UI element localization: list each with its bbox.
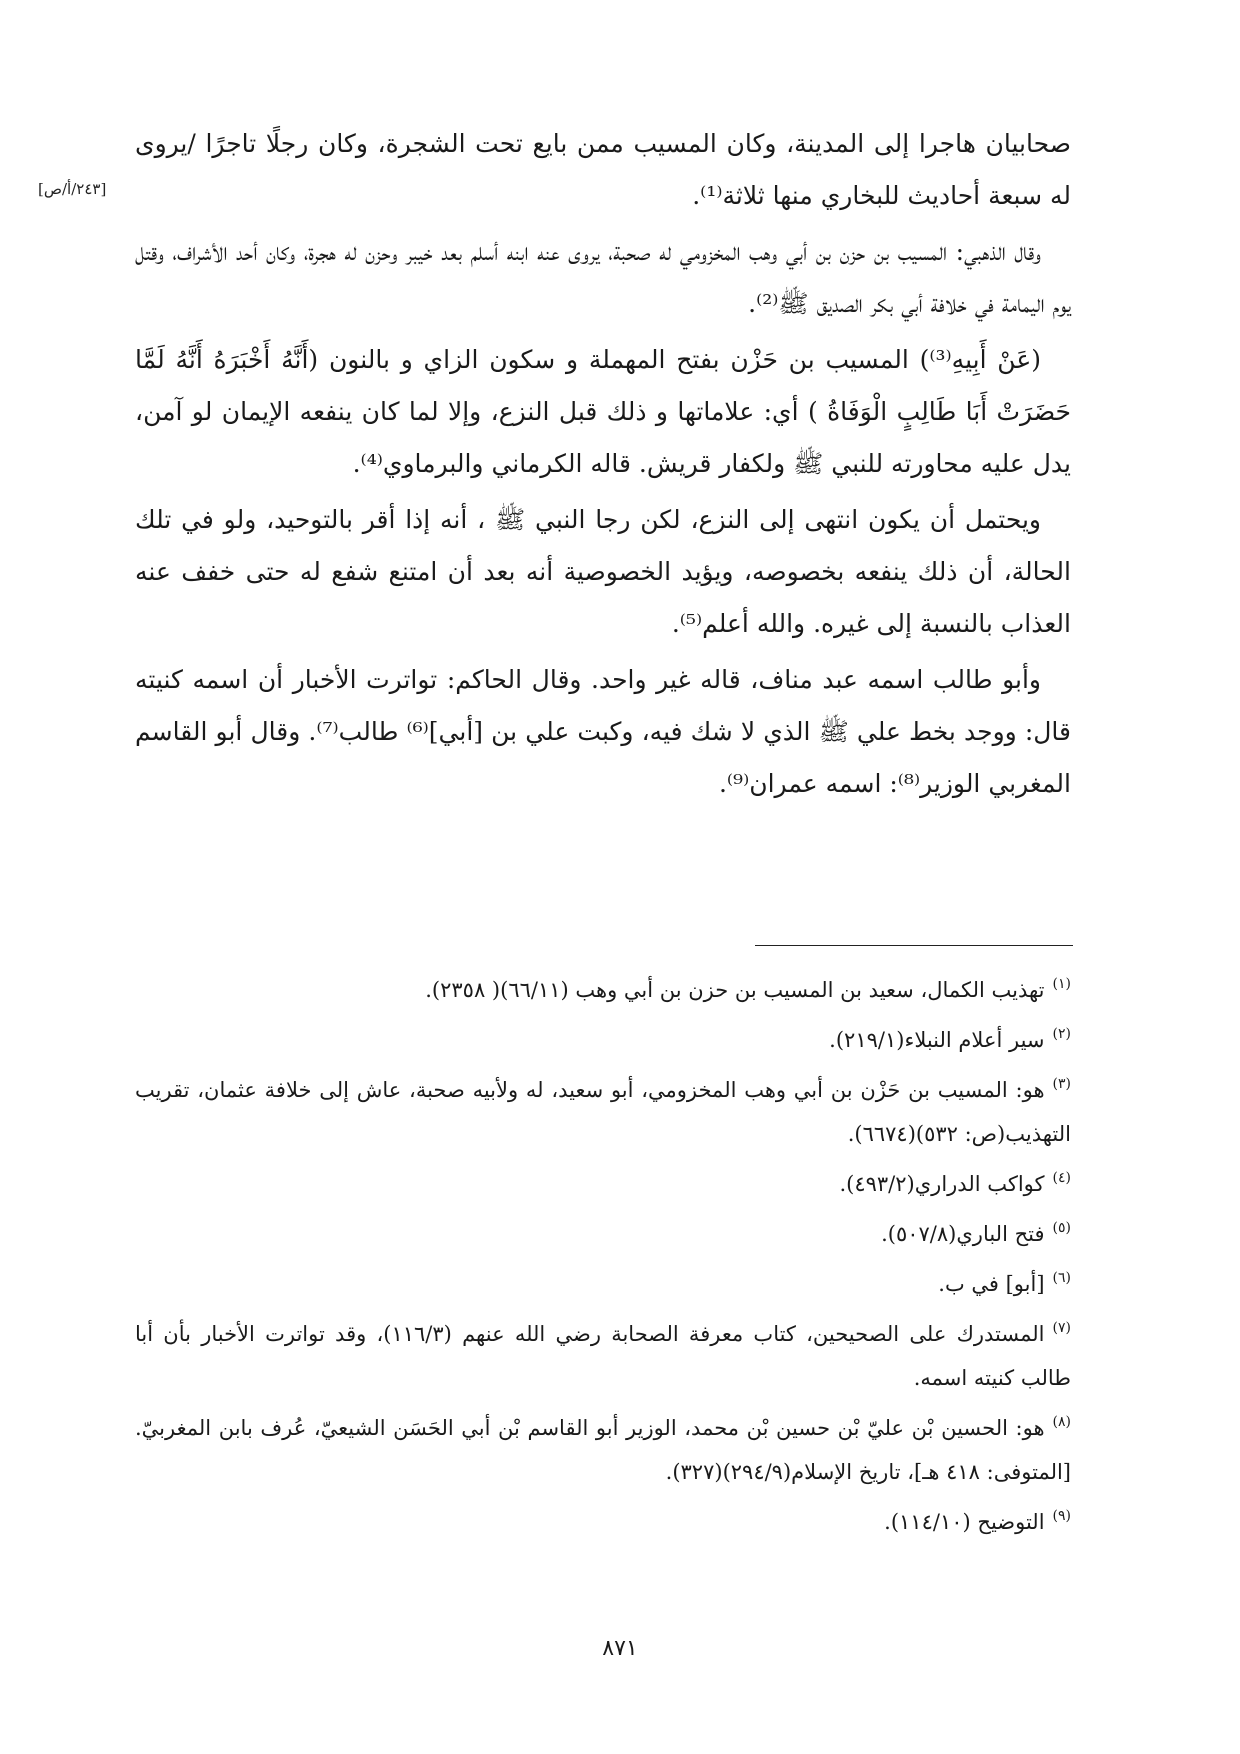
footnote-text: المستدرك على الصحيحين، كتاب معرفة الصحابة رضي الله عنهم (١١٦/٣)، وقد تواترت الأخبار بأن أبا طالب كنيته اسمه. xyxy=(135,1322,1071,1390)
page-number: ٨٧١ xyxy=(602,1636,638,1661)
footnote-number: (١) xyxy=(1052,976,1071,992)
footnote-text: هو: الحسين بْن عليّ بْن حسين بْن محمد، الوزير أبو القاسم بْن أبي الحَسَن الشيعيّ، عُرف بابن المغربيّ. [المتوفى: ٤١٨ هـ]، تاريخ الإسلام(٢٩٤/٩)(٣٢٧). xyxy=(135,1416,1071,1484)
footnote-number: (٥) xyxy=(1052,1220,1071,1236)
main-text xyxy=(135,118,1071,814)
footnote-2 xyxy=(135,1012,1071,1062)
footnote-text: فتح الباري(٥٠٧/٨). xyxy=(881,1222,1045,1246)
footnote-number: (٣) xyxy=(1052,1076,1071,1092)
footnote-text: كواكب الدراري(٤٩٣/٢). xyxy=(839,1172,1045,1196)
footnote-text: [أبو] في ب. xyxy=(938,1272,1045,1296)
footnote-text: التوضيح (١١٤/١٠). xyxy=(884,1510,1045,1534)
footnote-number: (٨) xyxy=(1052,1414,1071,1430)
margin-folio-note: [٢٤٣/أ/ص] xyxy=(38,180,107,198)
paragraph-3: (عَنْ أَبِيهِ⁽³⁾) المسيب بن حَزْن بفتح المهملة و سكون الزاي و بالنون (أَنَّهُ أَخْبَرَهُ أَنَّهُ لَمَّا حَضَرَتْ أَبَا طَالِبٍ الْوَفَاةُ ) أي: علاماتها و ذلك قبل النزع، وإلا لما كان ينفعه الإيمان لو آمن، يدل عليه محاورته للنبي ﷺ ولكفار قريش. قاله الكرماني والبرماوي⁽⁴⁾. xyxy=(135,345,1071,478)
footnote-text: سير أعلام النبلاء(٢١٩/١). xyxy=(829,1028,1045,1052)
footnote-separator xyxy=(755,945,1073,946)
footnote-number: (٤) xyxy=(1052,1170,1071,1186)
footnote-6 xyxy=(135,1256,1071,1306)
paragraph-1: صحابيان هاجرا إلى المدينة، وكان المسيب ممن بايع تحت الشجرة، وكان رجلًا تاجرًا /يروى له سبعة أحاديث للبخاري منها ثلاثة⁽¹⁾. xyxy=(135,129,1071,210)
footnote-3 xyxy=(135,1062,1071,1156)
footnote-8 xyxy=(135,1400,1071,1494)
paragraph-5: وأبو طالب اسمه عبد مناف، قاله غير واحد. وقال الحاكم: تواترت الأخبار أن اسمه كنيته قال: ووجد بخط علي ﷺ الذي لا شك فيه، وكبت علي بن [أبي]⁽⁶⁾ طالب⁽⁷⁾. وقال أبو القاسم المغربي الوزير⁽⁸⁾: اسمه عمران⁽⁹⁾. xyxy=(135,665,1071,798)
footnote-4 xyxy=(135,1156,1071,1206)
footnote-number: (٦) xyxy=(1052,1270,1071,1286)
footnote-1 xyxy=(135,962,1071,1012)
footnote-number: (٢) xyxy=(1052,1026,1071,1042)
footnote-number: (٩) xyxy=(1052,1508,1071,1524)
footnote-text: هو: المسيب بن حَزْن بن أبي وهب المخزومي، أبو سعيد، له ولأبيه صحبة، عاش إلى خلافة عثمان، تقريب التهذيب(ص: ٥٣٢)(٦٦٧٤). xyxy=(135,1078,1071,1146)
footnote-5 xyxy=(135,1206,1071,1256)
footnote-9 xyxy=(135,1494,1071,1544)
paragraph-4: ويحتمل أن يكون انتهى إلى النزع، لكن رجا النبي ﷺ ، أنه إذا أقر بالتوحيد، ولو في تلك الحالة، أن ذلك ينفعه بخصوصه، ويؤيد الخصوصية أنه بعد أن امتنع شفع له حتى خفف عنه العذاب بالنسبة إلى غيره. والله أعلم⁽⁵⁾. xyxy=(135,505,1071,638)
paragraph-2: وقال الذهبي: المسيب بن حزن بن أبي وهب المخزومي له صحبة، يروى عنه ابنه أسلم بعد خيبر وحزن له هجرة، وكان أحد الأشراف، وقتل يوم اليمامة في خلافة أبي بكر الصديق ﷺ⁽²⁾. xyxy=(135,237,1071,318)
footnote-number: (٧) xyxy=(1052,1320,1071,1336)
footnote-7 xyxy=(135,1306,1071,1400)
footnotes xyxy=(135,962,1071,1544)
footnote-text: تهذيب الكمال، سعيد بن المسيب بن حزن بن أبي وهب (٦٦/١١)( ٢٣٥٨). xyxy=(425,978,1045,1002)
